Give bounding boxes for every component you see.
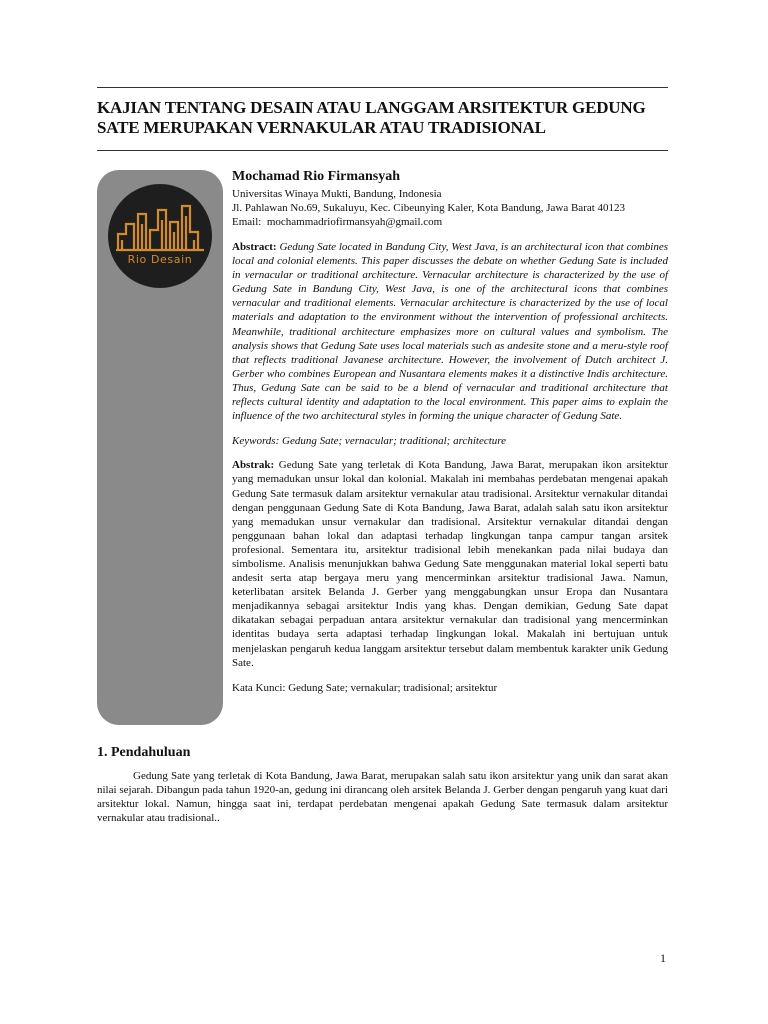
- paper-content: [232, 169, 668, 695]
- abstract-label: Abstract:: [232, 241, 277, 253]
- paper-title: KAJIAN TENTANG DESAIN ATAU LANGGAM ARSITEKTUR GEDUNG SATE MERUPAKAN VERNAKULAR ATAU TRADISIONAL: [97, 98, 646, 137]
- abstrak-indonesian: [232, 458, 668, 669]
- logo-text: Rio Desain: [127, 253, 193, 266]
- author-name: Mochamad Rio Firmansyah: [232, 169, 400, 184]
- author-email: mochammadriofirmansyah@gmail.com: [266, 216, 443, 228]
- author-affiliation: Universitas Winaya Mukti, Bandung, Indonesia: [232, 188, 442, 200]
- section-paragraph: Gedung Sate yang terletak di Kota Bandung, Jawa Barat, merupakan salah satu ikon arsitektur yang unik dan sarat akan nilai sejarah. Dibangun pada tahun 1920-an, gedung ini dirancang oleh arsitek Belanda J. Gerber dengan pengaruh yang kuat dari arsitektur lokal. Namun, hingga saat ini, terdapat perdebatan mengenai apakah Gedung Sate termasuk dalam arsitektur vernakular atau tradisional..: [97, 770, 668, 824]
- email-label: Email:: [232, 216, 262, 228]
- keywords-english: Keywords: Gedung Sate; vernacular; traditional; architecture: [232, 435, 507, 448]
- abstract-english: [232, 240, 668, 423]
- title-bottom-rule: [97, 150, 668, 151]
- city-skyline-icon: [108, 184, 212, 288]
- section-heading: 1. Pendahuluan: [97, 745, 191, 760]
- title-top-rule: [97, 87, 668, 88]
- author-email-line: [232, 215, 668, 229]
- abstrak-label: Abstrak:: [232, 459, 275, 472]
- abstrak-text: Gedung Sate yang terletak di Kota Bandung, Jawa Barat, merupakan ikon arsitektur yang memadukan unsur lokal dan kolonial. Makalah ini membahas perdebatan mengenai apakah Gedung Sate termasuk dalam arsitektur vernakular atau tradisional. Arsitektur vernakular ditandai dengan penggunaan Gedung Sate di Kota Bandung, Jawa Barat, adalah salah satu ikon arsitektur yang memadukan unsur vernakular dan tradisional. Arsitektur vernakular ditandai dengan penggunaan bahan lokal dan adaptasi terhadap lingkungan tanpa campur tangan arsitek profesional. Sementara itu, arsitektur tradisional lebih menekankan pada nilai budaya dan simbolisme. Analisis menunjukkan bahwa Gedung Sate menggunakan material lokal seperti batu andesit serta atap bergaya meru yang mencerminkan arsitektur tradisional Jawa. Namun, keterlibatan arsitek Belanda J. Gerber yang menggabungkan unsur Eropa dan Nusantara menjadikannya sebagai arsitektur Indis yang khas. Dengan demikian, Gedung Sate dapat dikatakan sebagai perpaduan antara arsitektur vernakular dan tradisional yang mencerminkan identitas budaya serta adaptasi terhadap lingkungan lokal. Makalah ini bertujuan untuk menjelaskan pengaruh kedua langgam arsitektur tersebut dalam membentuk karakter unik Gedung Sate.: [232, 459, 669, 669]
- page-number: 1: [660, 951, 666, 965]
- author-address: Jl. Pahlawan No.69, Sukaluyu, Kec. Cibeunying Kaler, Kota Bandung, Jawa Barat 40123: [232, 202, 626, 214]
- logo: [108, 184, 212, 288]
- abstract-text: Gedung Sate located in Bandung City, West Java, is an architectural icon that combines local and colonial elements. This paper discusses the debate on whether Gedung Sate is included in vernacular or traditional architecture. Vernacular architecture is characterized by the use of Gedung Sate in Bandung City, West Java, is one of the architectural icons that combines vernacular and traditional elements. Vernacular architecture is characterized by the use of local materials and adaptation to the environment without the intervention of professional architects. Meanwhile, traditional architecture emphasizes more on cultural values and symbolism. The analysis shows that Gedung Sate uses local materials such as andesite stone and a meru-style roof that reflects traditional Javanese architecture. However, the involvement of Dutch architect J. Gerber who combines European and Nusantara elements makes it a distinctive Indis architecture. Thus, Gedung Sate can be said to be a blend of vernacular and traditional architecture that reflects cultural identity and adaptation to the local environment. This paper aims to explain the influence of the two architectural styles in forming the unique character of Gedung Sate.: [232, 241, 668, 423]
- kata-kunci: Kata Kunci: Gedung Sate; vernakular; tradisional; arsitektur: [232, 681, 498, 694]
